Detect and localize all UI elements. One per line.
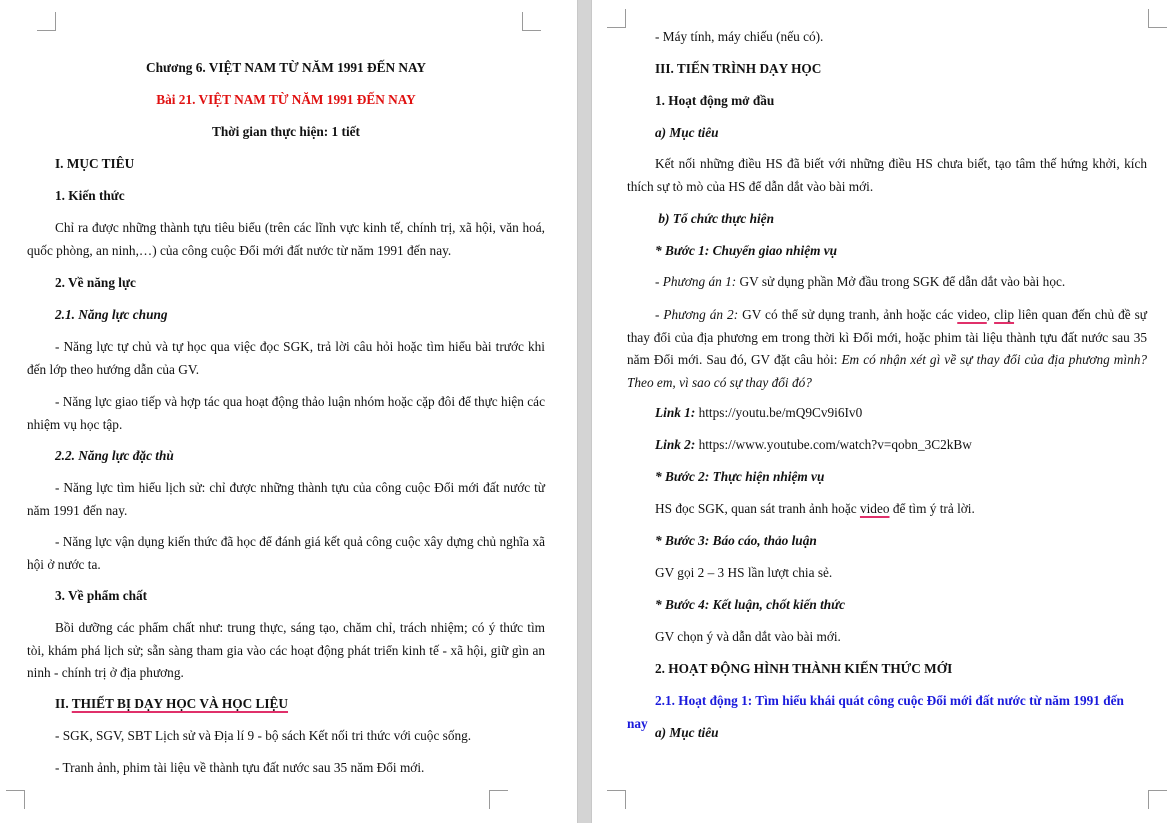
heading-step2: * Bước 2: Thực hiện nhiệm vụ [655, 469, 825, 484]
heading-quality: 3. Về phẩm chất [55, 588, 148, 603]
corner-mark [1148, 790, 1167, 809]
heading-number: II. [55, 696, 72, 711]
corner-mark [607, 9, 626, 28]
corner-mark [37, 12, 56, 31]
duration: Thời gian thực hiện: 1 tiết [212, 124, 360, 139]
option-label: - Phương án 1: [655, 274, 737, 289]
heading-organization: b) Tổ chức thực hiện [655, 211, 774, 226]
spellcheck-word[interactable]: video [859, 501, 890, 516]
link-label: Link 2: [655, 437, 696, 452]
link-2 [627, 434, 1147, 457]
paragraph: GV gọi 2 – 3 HS lần lượt chia sẻ. [655, 565, 833, 580]
paragraph-option1 [627, 271, 1147, 294]
paragraph: - Năng lực tìm hiểu lịch sử: chỉ được những thành tựu của công cuộc Đổi mới đất nước từ năm 1991 đến nay. [27, 480, 545, 518]
link-url[interactable]: https://youtu.be/mQ9Cv9i6Iv0 [695, 405, 863, 420]
heading-general: 2.1. Năng lực chung [55, 307, 168, 322]
question-text: Em có nhận xét gì về sự thay đổi của địa phương mình? Theo em, vì sao có sự thay đổi đó? [627, 352, 1148, 390]
paragraph: - Tranh ảnh, phim tài liệu về thành tựu đất nước sau 35 năm Đổi mới. [55, 760, 425, 775]
corner-mark [607, 790, 626, 809]
heading-process: III. TIẾN TRÌNH DẠY HỌC [655, 61, 822, 76]
paragraph: - SGK, SGV, SBT Lịch sử và Địa lí 9 - bộ sách Kết nối tri thức với cuộc sống. [55, 728, 472, 743]
text: để tìm ý trả lời. [889, 501, 975, 516]
paragraph: - Năng lực tự chủ và tự học qua việc đọc SGK, trả lời câu hỏi hoặc tìm hiểu bài trước khi đến lớp theo hướng dẫn của GV. [27, 339, 545, 377]
corner-mark [522, 12, 541, 31]
lesson-title: Bài 21. VIỆT NAM TỪ NĂM 1991 ĐẾN NAY [156, 92, 416, 107]
paragraph: Chỉ ra được những thành tựu tiêu biểu (trên các lĩnh vực kinh tế, chính trị, xã hội, văn hoá, quốc phòng, an ninh,…) của công cuộc Đổi mới đất nước từ năm 1991 đến nay. [27, 220, 545, 258]
paragraph: Bồi dưỡng các phẩm chất như: trung thực, sáng tạo, chăm chỉ, trách nhiệm; có ý thức tìm tòi, khám phá lịch sử; sẵn sàng tham gia vào các hoạt động phát triển kinh tế - xã hội, giữ gìn an ninh - chính trị ở địa phương. [27, 620, 545, 680]
spellcheck-underlined-text[interactable]: THIẾT BỊ DẠY HỌC VÀ HỌC LIỆU [71, 696, 289, 711]
paragraph [627, 498, 1147, 521]
heading-activity-1: 2.1. Hoạt động 1: Tìm hiểu khái quát công cuộc Đổi mới đất nước từ năm 1991 đến nay [627, 693, 1124, 731]
heading-step4: * Bước 4: Kết luận, chốt kiến thức [655, 597, 846, 612]
link-1 [627, 402, 1147, 425]
heading-step3: * Bước 3: Báo cáo, thảo luận [655, 533, 817, 548]
option-text: GV có thể sử dụng tranh, ảnh hoặc các [738, 307, 958, 322]
spellcheck-word[interactable]: video [957, 307, 987, 322]
heading-objectives: I. MỤC TIÊU [55, 156, 135, 171]
page-gap [577, 0, 592, 823]
heading-step1: * Bước 1: Chuyển giao nhiệm vụ [655, 243, 838, 258]
option-text: GV sử dụng phần Mở đầu trong SGK để dẫn dắt vào bài học. [736, 274, 1066, 289]
option-text: liên quan đến chủ đề sự thay đổi của địa phương em trong thời kì Đổi mới, hoặc phim tài liệu thành tựu đất nước sau 35 năm Đổi mới. Sau đó, GV đặt câu hỏi: [627, 307, 1147, 367]
document-page-1[interactable] [0, 0, 577, 823]
paragraph: Kết nối những điều HS đã biết với những điều HS chưa biết, tạo tâm thế hứng khởi, kích thích sự tò mò của HS để dẫn dắt vào bài mới. [627, 156, 1147, 194]
option-label: - Phương án 2: [655, 307, 739, 322]
heading-equipment [27, 693, 545, 716]
paragraph-option2 [627, 304, 1147, 394]
corner-mark [1148, 9, 1167, 28]
heading-specific: 2.2. Năng lực đặc thù [55, 448, 174, 463]
heading-goal: a) Mục tiêu [655, 125, 719, 140]
corner-mark [6, 790, 25, 809]
paragraph: - Máy tính, máy chiếu (nếu có). [655, 29, 824, 44]
spellcheck-word[interactable]: clip [994, 307, 1015, 322]
chapter-title: Chương 6. VIỆT NAM TỪ NĂM 1991 ĐẾN NAY [146, 60, 426, 75]
heading-knowledge: 1. Kiến thức [55, 188, 125, 203]
corner-mark [489, 790, 508, 809]
paragraph: GV chọn ý và dẫn dắt vào bài mới. [655, 629, 841, 644]
paragraph: - Năng lực giao tiếp và hợp tác qua hoạt động thảo luận nhóm hoặc cặp đôi để thực hiện các nhiệm vụ học tập. [27, 394, 545, 432]
document-page-2[interactable] [592, 0, 1171, 823]
heading-new-knowledge: 2. HOẠT ĐỘNG HÌNH THÀNH KIẾN THỨC MỚI [655, 661, 953, 676]
heading-goal-2: a) Mục tiêu [655, 725, 719, 740]
heading-competence: 2. Về năng lực [55, 275, 136, 290]
paragraph: - Năng lực vận dụng kiến thức đã học để đánh giá kết quả công cuộc xây dựng chủ nghĩa xã hội ở nước ta. [27, 534, 545, 572]
text: HS đọc SGK, quan sát tranh ảnh hoặc [655, 501, 860, 516]
link-url[interactable]: https://www.youtube.com/watch?v=qobn_3C2kBw [695, 437, 972, 452]
link-label: Link 1: [655, 405, 696, 420]
heading-opening: 1. Hoạt động mở đầu [655, 93, 775, 108]
comma: , [986, 307, 995, 322]
